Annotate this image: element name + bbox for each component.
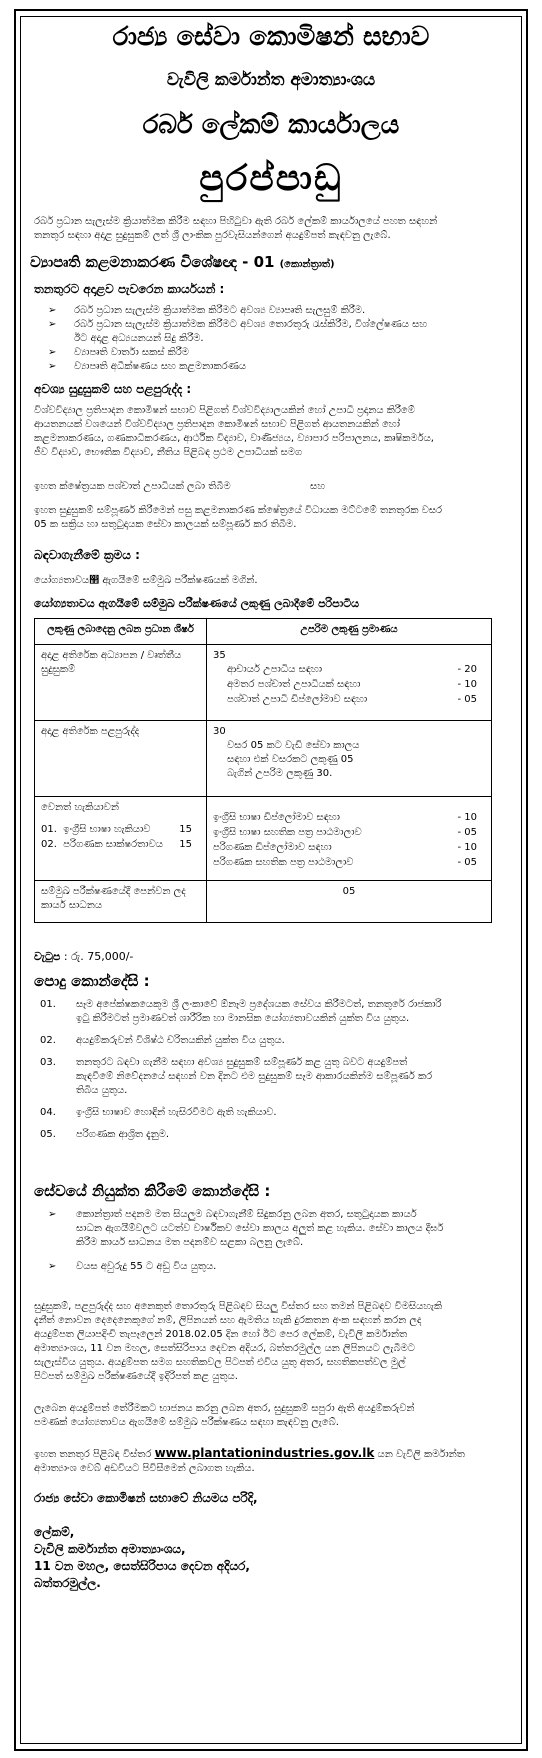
score-line: පශ්චාත් උපාධි ඩිප්ලෝමාව සඳහා - 05 <box>227 694 477 705</box>
post-title-row <box>30 252 510 271</box>
general-list <box>40 998 506 1150</box>
arrow-bullet-icon: ➢ <box>48 347 57 358</box>
list-item: ➢ කොන්ත්‍රාත් පදනම මත සියලුම බඳවාගැනීම් සිදුකරනු ලබන අතර, සතුටුදායක කාර්ය සාධන ඇගයීම්වලට යටත්ව වාර්ෂිකව සේවා කාලය අලුත් කළ හැකිය. සේවා කාලය දීර්ඝ කිරීම කාර්ය සාධනය මත පදනම්ව සළකා බලනු ලැබේ. <box>48 1209 444 1248</box>
column-header: ලකුණු ලබාදෙනු ලබන ප්‍රධාන ශීර්ෂ <box>35 619 207 645</box>
list-item: 04. ඉංග්‍රීසි භාෂාව හොඳින් හැසිරවීමට ඇති හැකියාව. <box>40 1107 277 1118</box>
notice-title: පුරප්පාඩු <box>199 158 343 199</box>
table-cell <box>207 721 492 797</box>
intro-line: තනතුර සඳහා අදාළ සුදුසුකම් ලත් ශ්‍රී ලාංකික පුරවැසියන්ගෙන් අයදුම්පත් කැඳවනු ලැබේ. <box>34 230 391 241</box>
website-text: ඉහත තනතුර පිළිබඳ විස්තර <box>34 1449 152 1460</box>
list-item: ➢ රබර් ප්‍රධාන සැලැස්ම ක්‍රියාත්මක කිරීමට අවශ්‍ය තොරතුරු රැස්කිරීම, විශ්ලේෂණය සහ <box>48 319 428 330</box>
service-heading: සේවයේ නියුක්ත කිරීමේ කොන්දේසි : <box>34 1182 271 1200</box>
table-row <box>35 881 492 923</box>
row-total: 30 <box>213 726 226 737</box>
text-line: 05 ක සක්‍රිය හා සතුටුදායක සේවා කාලයක් සම්පූර්ණ කර තිබීම. <box>34 519 297 530</box>
list-item: 01. සෑම අපේක්ෂකයෙකුම ශ්‍රී ලංකාවේ ඕනෑම ප්‍රදේශයක සේවය කිරීමටත්, තනතුරේ රාජකාරි ඉටු කිරීමටත් ප්‍රමාණවත් ශාරීරික හා මානසික යෝග්‍යතාවයකින් යුක්ත විය යුතුය. <box>40 999 442 1024</box>
experience-para <box>34 504 506 532</box>
post-type: (කොන්ත්‍රාත්) <box>279 259 335 270</box>
recruitment-heading: බඳවාගැනීමේ ක්‍රමය : <box>34 548 140 562</box>
score-line: පරිගණක සහතික පත්‍ර පාඨමාලාව - 05 <box>213 857 477 868</box>
service-list <box>48 1208 506 1274</box>
table-cell: අදාළ අතිරේක පළපුරුද්ද <box>35 721 207 797</box>
list-item: 05. පරිගණක ආශ්‍රිත දැනුම. <box>40 1129 170 1140</box>
table-header-row <box>35 619 492 645</box>
text-line: ඉහත සුදුසුකම් සම්පූර්ණ කිරීමෙන් පසු කළමනාකරණ ක්ෂේත්‍රයේ විධායක මට්ටමේ තනතුරක වසර <box>34 505 443 516</box>
arrow-bullet-icon: ➢ <box>48 319 57 330</box>
signature-block: ලේකම්, වැවිලි කර්මාන්ත අමාත්‍යාංශය, 11 වන මහල, සෙත්සිරිපාය දෙවන අදියර, බත්තරමුල්ල. <box>34 1525 250 1590</box>
text-line: බැගින් උපරිම ලකුණු 30. <box>227 768 333 779</box>
list-item: 03. තනතුරට බඳවා ගැනීම සඳහා අවශ්‍ය සුදුසුකම් සම්පූර්ණ කළ යුතු බවට අයදුම්පත් කැඳවීමේ නිවේදනයේ සඳහන් වන දිනට එම සුදුසුකම් සෑම ආකාරයකින්ම සම්පූර්ණ කර තිබිය යුතුය. <box>40 1057 433 1096</box>
text-line: සඳහා එක් වසරකට ලකුණු 05 <box>227 754 354 765</box>
table-cell: 05 <box>207 881 492 923</box>
application-paragraph: සුදුසුකම්, පළපුරුද්ද සහ අනෙකුත් තොරතුරු පිළිබඳව සියලු විස්තර සහ තමන් පිළිබඳව විමසියහැකි දැනීත් නොවන දෙදෙනෙකුගේ නම්, ලිපිනයන් සහ ඇමතිය හැකි දුරකතන අංක සඳහන් කරන ලද අයදුම්පත ලියාපදිංචි තැපෑලෙන් 2018.02.05 දින හෝ ඊට පෙර ලේකම්, වැවිලි කර්මාන්ත අමාත්‍යාංශය, 11 වන මහල, සෙත්සිරිපාය දෙවන අදියර, බත්තරමුල්ල යන ලිපිනයට ලැබීමට සැලැස්විය යුතුය. අයදුම්පත සමග සහතිකවල පිටපත් එවිය යුතු අතර, සහතිකපත්වල මුල් පිටපත් සම්මුඛ පරීක්ෂණයේදී ඉදිරිපත් කළ යුතුය. <box>34 1301 443 1382</box>
arrow-bullet-icon: ➢ <box>48 361 57 372</box>
list-item: 02. අයදුම්කරුවන් විශිෂ්ඨ චරිතයකින් යුක්ත විය යුතුය. <box>40 1035 285 1046</box>
score-line: පරිගණක ඩිප්ලෝමාව සඳහා - 10 <box>213 842 477 853</box>
score-line: අමතර පශ්චාත් උපාධියක් සඳහා - 10 <box>227 679 477 690</box>
text-line: විශ්වවිද්‍යාල ප්‍රතිපාදන කොමිෂන් සභාව පිළිගත් විශ්වවිද්‍යාලයකින් හෝ උපාධි ප්‍රදානය කිරීමේ <box>34 405 415 416</box>
website-link[interactable]: www.plantationindustries.gov.lk <box>154 1446 375 1460</box>
sub-score-line: 02. පරිගණක සාක්ෂරතාවය 15 <box>41 839 192 850</box>
table-cell: සම්මුඛ පරීක්ෂණයේදී පෙන්වන ලද කාර්ය සාධනය <box>35 881 207 923</box>
score-line: ඉංග්‍රීසි භාෂා ඩිප්ලෝමාව සඳහා - 10 <box>213 812 477 823</box>
duties-heading: තනතුරට අදාළව පැවරෙන කාර්යයන් : <box>34 282 225 296</box>
list-item: ➢ වයස අවුරුදු 55 ට අඩු විය යුතුය. <box>48 1261 217 1272</box>
post-title: ව්‍යාපෘති කළමනාකරණ විශේෂඥ - 01 <box>30 253 275 271</box>
order-line: රාජ්‍ය සේවා කොමිෂන් සභාවේ නියමය පරිදි, <box>34 1491 258 1505</box>
salary-value: : රු. 75,000/- <box>63 950 134 963</box>
website-text: යන වැවිලි කර්මාන්ත <box>377 1449 465 1460</box>
general-heading: පොදු කොන්දේසි : <box>34 972 150 990</box>
org-title: රාජ්‍ය සේවා කොමිෂන් සභාව <box>112 22 430 52</box>
table-row <box>35 721 492 797</box>
qualifications-heading: අවශ්‍ය සුදුසුකම් සහ පළපුරුද්ද : <box>34 382 192 396</box>
list-item: ➢ ව්‍යාපෘති අධීක්ෂණය සහ කළමනාකරණය <box>48 361 247 372</box>
postgrad-line: ඉහත ක්ෂේත්‍රයක පශ්චාත් උපාධියක් ලබා තිබීම <box>34 481 231 492</box>
website-paragraph <box>34 1446 506 1476</box>
table-cell <box>207 797 492 881</box>
list-item: ➢ රබර් ප්‍රධාන සැලැස්ම ක්‍රියාත්මක කිරීමට අවශ්‍ය ව්‍යාපෘති සැලසුම් කිරීම. <box>48 305 366 316</box>
cell-title: වෙනත් හැකියාවන් <box>41 802 119 813</box>
arrow-bullet-icon: ➢ <box>48 1209 57 1220</box>
column-header: උපරිම ලකුණු ප්‍රමාණය <box>207 619 492 645</box>
and-word: සහ <box>310 481 326 492</box>
table-cell <box>35 797 207 881</box>
score-line: ආචාර්ය උපාධිය සඳහා - 20 <box>227 664 477 675</box>
qualifications-para <box>34 404 506 460</box>
text-line: ආයතනයක් වශයෙන් විශ්වවිද්‍යාල ප්‍රතිපාදන කොමිෂන් සභාව පිළිගත් ආයතනයකින් හෝ <box>34 419 400 430</box>
text-line: වසර 05 කට වැඩි සේවා කාලය <box>227 740 360 751</box>
marking-scheme-table <box>34 618 492 923</box>
intro-line: රබර් ප්‍රධාන සැලැස්ම ක්‍රියාත්මක කිරීම සඳහා පිහිටුවා ඇති රබර් ලේකම් කාර්යාලයේ පහත සඳහන් <box>34 216 438 227</box>
table-cell <box>207 645 492 721</box>
row-total: 35 <box>213 650 226 661</box>
list-item: ➢ ව්‍යාපෘති වාර්තා සකස් කිරීම <box>48 347 189 358</box>
salary-label: වැටුප <box>34 950 61 963</box>
website-text: අමාත්‍යාංශ වෙබ් අඩවියට පිවිසීමෙන් ලබාගත හැකිය. <box>34 1463 255 1474</box>
recruitment-text: යෝග්‍යතාවය඲ ඇගයීමේ සම්මුඛ පරීක්ෂණයක් මගින්. <box>34 575 258 586</box>
arrow-bullet-icon: ➢ <box>48 1261 57 1272</box>
table-cell: අදාළ අතිරේක අධ්‍යාපන / වෘත්තීය සුදුසුකම් <box>35 645 207 721</box>
text-line: කළමනාකරණය, ගණකාධිකරණය, ආර්ථික විද්‍යාව, වාණිජ්‍යය, ව්‍යාපාර පරිපාලනය, කෘෂිකර්මය, <box>34 433 434 444</box>
intro-paragraph <box>34 215 504 243</box>
sub-score-line: 01. ඉංග්‍රීසි භාෂා හැකියාව 15 <box>41 824 192 835</box>
score-line: ඉංග්‍රීසි භාෂා සහතික පත්‍ර පාඨමාලාව - 05 <box>213 827 477 838</box>
ministry-title: වැවිලි කර්මාන්ත අමාත්‍යාංශය <box>166 70 376 90</box>
table-row <box>35 645 492 721</box>
list-item: ඊට අදාළ අධ්‍යයනයන් සිදු කිරීම. <box>74 333 204 344</box>
shortlist-paragraph: ලැබෙන අයදුම්පත් තේරීමකට භාජනය කරනු ලබන අතර, සුදුසුකම් සපුරා ඇති අයදුම්කරුවන් පමණක් යෝග්‍යතාවය ඇගයීමේ සම්මුඛ පරීක්ෂණය සඳහා කැඳවනු ලැබේ. <box>34 1403 415 1428</box>
salary-row <box>34 950 133 964</box>
duties-list <box>48 304 488 374</box>
table-row <box>35 797 492 881</box>
text-line: ජීව විද්‍යාව, භෞතික විද්‍යාව, නීතිය පිළිබඳ ප්‍රථම උපාධියක් සමග <box>34 447 303 458</box>
arrow-bullet-icon: ➢ <box>48 305 57 316</box>
scheme-heading: යෝග්‍යතාවය ඇගයීමේ සම්මුඛ පරීක්ෂණයේ ලකුණු ලබාදීමේ පරිපාටිය <box>34 597 360 610</box>
office-title: රබර් ලේකම් කාර්යාලය <box>142 110 400 140</box>
